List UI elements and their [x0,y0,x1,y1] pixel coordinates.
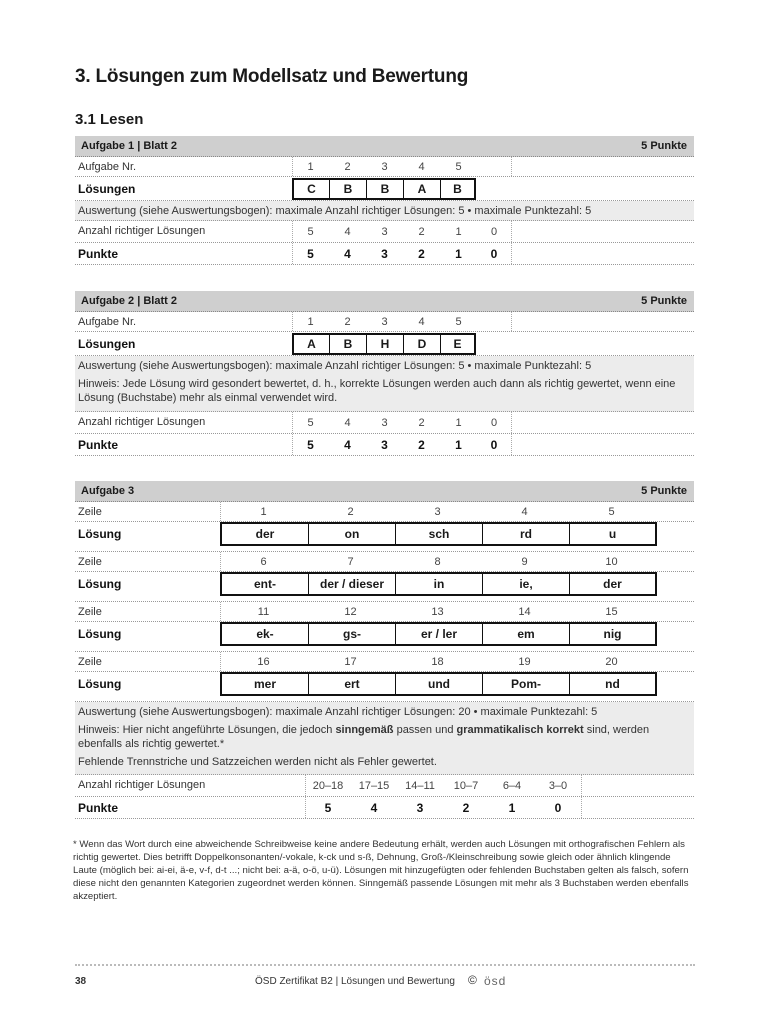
task-2-score-row [75,434,694,456]
solution-cell: sch [396,524,483,544]
task-2-header [75,291,694,312]
task-3-line-row [75,552,694,572]
score-value: 3 [416,800,424,815]
score-value: 5 [324,800,332,815]
task-1-solution-row [75,177,694,201]
solution-cell: nd [605,677,620,691]
line-number: 1 [260,505,267,518]
task-3-solution-row [75,622,694,652]
correct-count: 2 [418,225,425,238]
score-value: 3 [381,246,388,261]
line-number: 14 [518,605,531,618]
score-value: 2 [462,800,470,815]
task-1-correct-row [75,221,694,243]
line-number: 11 [257,605,270,618]
task-1-header [75,136,694,157]
task-3-solution-box [220,572,657,596]
score-value: 0 [554,800,562,815]
task-number: 4 [418,160,425,173]
row-label-loesung: Lösung [78,577,122,591]
correct-count: 3 [381,225,388,238]
row-label-anzahl: Anzahl richtiger Lösungen [78,416,206,428]
solution-cell: mer [222,674,309,694]
task-3-solution-box [220,672,657,696]
task-3-solution-row [75,672,694,702]
solution-cell: on [309,524,396,544]
row-label-zeile: Zeile [78,656,102,668]
solution-cell: der [222,524,309,544]
hint-text: Hinweis: Jede Lösung wird gesondert bewertet, d. h., korrekte Lösungen werden auch dann als richtig gewertet, wenn eine Lösung (Buchstabe) mehr als einmal verwendet wird. [78,378,676,404]
line-number: 7 [347,555,354,568]
evaluation-text: Auswertung (siehe Auswertungsbogen): maximale Anzahl richtiger Lösungen: 5 • maximale Punktezahl: 5 [78,360,592,372]
row-label-zeile: Zeile [78,606,102,618]
task-number: 3 [381,160,388,173]
correct-count: 3–0 [548,779,568,792]
evaluation-text: Auswertung (siehe Auswertungsbogen): maximale Anzahl richtiger Lösungen: 5 • maximale Punktezahl: 5 [78,205,592,217]
correct-count: 1 [455,416,462,429]
missing-punctuation-note: Fehlende Trennstriche und Satzzeichen werden nicht als Fehler gewertet. [78,756,437,768]
line-number: 17 [344,655,357,668]
score-value: 2 [418,246,425,261]
task-number: 3 [381,315,388,328]
score-value: 1 [508,800,516,815]
task-2-points: 5 Punkte [641,295,687,307]
solution-cell: Pom- [483,674,570,694]
correct-count: 0 [490,416,498,429]
solution-cell: ie, [483,574,570,594]
task-number: 2 [344,160,351,173]
task-3-solution-box [220,622,657,646]
task-2-solution-box [292,333,476,355]
solution-cell: u [608,527,617,541]
task-number: 1 [307,315,314,328]
correct-count: 4 [344,225,351,238]
solution-cell: gs- [309,624,396,644]
line-number: 20 [605,655,618,668]
task-3-line-row [75,652,694,672]
footer-divider [75,964,695,966]
footer-text: ÖSD Zertifikat B2 | Lösungen und Bewertung [255,976,455,987]
correct-count: 6–4 [502,779,522,792]
row-label-punkte: Punkte [78,438,119,452]
line-number: 5 [608,505,615,518]
task-2-evaluation [75,356,694,412]
correct-count: 5 [307,225,314,238]
task-3-solution-row [75,572,694,602]
correct-count: 10–7 [453,779,479,792]
task-3-evaluation [75,702,694,775]
line-number: 9 [521,555,528,568]
score-value: 4 [370,800,378,815]
row-label-loesung: Lösung [78,627,122,641]
score-value: 3 [381,437,388,452]
line-number: 6 [260,555,267,568]
task-2-table [75,291,694,456]
task-1-table [75,136,694,265]
task-3-solution-row [75,522,694,552]
score-value: 4 [344,437,351,452]
task-2-solution-row [75,332,694,356]
section-title: 3.1 Lesen [75,111,144,128]
copyright-icon: © [468,973,477,987]
score-value: 5 [307,246,314,261]
task-2-title: Aufgabe 2 | Blatt 2 [81,295,177,307]
osd-logo: ösd [484,974,507,988]
task-3-points: 5 Punkte [641,485,687,497]
solution-cell: B [453,182,462,196]
line-number: 13 [431,605,444,618]
task-1-points: 5 Punkte [641,140,687,152]
correct-count: 17–15 [358,779,390,792]
score-value: 0 [490,246,498,261]
task-3-line-row [75,502,694,522]
solution-cell: ent- [222,574,309,594]
solution-cell: der [603,577,622,591]
row-label-loesung: Lösung [78,527,122,541]
line-number: 16 [257,655,270,668]
solution-cell: A [294,335,330,353]
task-number: 1 [307,160,314,173]
solution-cell: E [453,337,462,351]
task-number: 5 [455,315,462,328]
score-value: 2 [418,437,425,452]
task-1-title: Aufgabe 1 | Blatt 2 [81,140,177,152]
task-3-line-row [75,602,694,622]
solution-cell: A [404,180,441,198]
score-value: 4 [344,246,351,261]
task-3-title: Aufgabe 3 [81,485,135,497]
solution-cell: ek- [222,624,309,644]
solution-cell: rd [483,524,570,544]
row-label-zeile: Zeile [78,506,102,518]
correct-count: 20–18 [312,779,344,792]
row-label-loesungen: Lösungen [78,182,136,196]
task-3-header [75,481,694,502]
score-value: 0 [490,437,498,452]
row-label-anzahl: Anzahl richtiger Lösungen [78,779,206,791]
line-number: 18 [431,655,444,668]
task-1-score-row [75,243,694,265]
score-value: 1 [455,437,462,452]
score-value: 5 [307,437,314,452]
row-label-loesung: Lösung [78,677,122,691]
correct-count: 1 [455,225,462,238]
line-number: 10 [605,555,618,568]
line-number: 15 [605,605,618,618]
page-number: 38 [75,976,87,987]
row-label-aufgabe-nr: Aufgabe Nr. [78,316,137,328]
solution-cell: H [367,335,404,353]
row-label-aufgabe-nr: Aufgabe Nr. [78,161,137,173]
solution-cell: er / ler [396,624,483,644]
hint-text: Hinweis: Hier nicht angeführte Lösungen, die jedoch sinngemäß passen und grammatikalisch korrekt sind, werden ebenfalls als richtig gewertet.* [78,724,650,750]
correct-count: 3 [381,416,388,429]
solution-cell: B [330,180,367,198]
task-3-score-row [75,797,694,819]
correct-count: 4 [344,416,351,429]
solution-cell: der / dieser [309,574,396,594]
correct-count: 2 [418,416,425,429]
task-number: 2 [344,315,351,328]
correct-count: 5 [307,416,314,429]
task-1-solution-box [292,178,476,200]
correct-count: 14–11 [405,779,435,792]
line-number: 19 [518,655,531,668]
evaluation-text: Auswertung (siehe Auswertungsbogen): maximale Anzahl richtiger Lösungen: 20 • maximale Punktezahl: 5 [78,706,598,718]
row-label-punkte: Punkte [78,801,119,815]
row-label-punkte: Punkte [78,247,119,261]
line-number: 2 [347,505,354,518]
task-number: 4 [418,315,425,328]
line-number: 8 [434,555,441,568]
score-value: 1 [455,246,462,261]
solution-cell: D [404,335,441,353]
solution-cell: C [294,180,330,198]
footnote: * Wenn das Wort durch eine abweichende Schreibweise keine andere Bedeutung erhält, werden auch Lösungen mit orthografischen Fehlern als richtig gewertet. Dies betrifft Doppelkonsonanten/-vokale, k-ck und s-ß, Dehnung, Groß-/Kleinschreibung sowie gleich oder ähnlich klingende Laute (möglich bei: ai-ei, ä-e, v-f, d-t ...; nicht bei: a-ä, o-ö, u-ü). Lösungen mit hinzugefügten oder fehlenden Buchstaben gelten als falsch, sofern diese nicht den genannten Kategorien zugeordnet werden können. Sinngemäß passende Lösungen mit mehr als 3 Buchstaben werden ebenfalls akzeptiert. [73,839,689,902]
line-number: 4 [521,505,528,518]
solution-cell: em [483,624,570,644]
row-label-zeile: Zeile [78,556,102,568]
correct-count: 0 [490,225,498,238]
row-label-anzahl: Anzahl richtiger Lösungen [78,225,206,237]
solution-cell: nig [603,627,622,641]
task-number: 5 [455,160,462,173]
task-1-evaluation [75,201,694,221]
line-number: 12 [344,605,357,618]
page-title: 3. Lösungen zum Modellsatz und Bewertung [75,66,469,87]
task-3-solution-box [220,522,657,546]
task-3-correct-row [75,775,694,797]
task-2-correct-row [75,412,694,434]
solution-cell: und [396,674,483,694]
task-3-table [75,481,694,819]
task-1-number-row [75,157,694,177]
solution-cell: ert [309,674,396,694]
line-number: 3 [434,505,441,518]
task-2-number-row [75,312,694,332]
solution-cell: B [367,180,404,198]
row-label-loesungen: Lösungen [78,337,136,351]
solution-cell: in [396,574,483,594]
solution-cell: B [330,335,367,353]
